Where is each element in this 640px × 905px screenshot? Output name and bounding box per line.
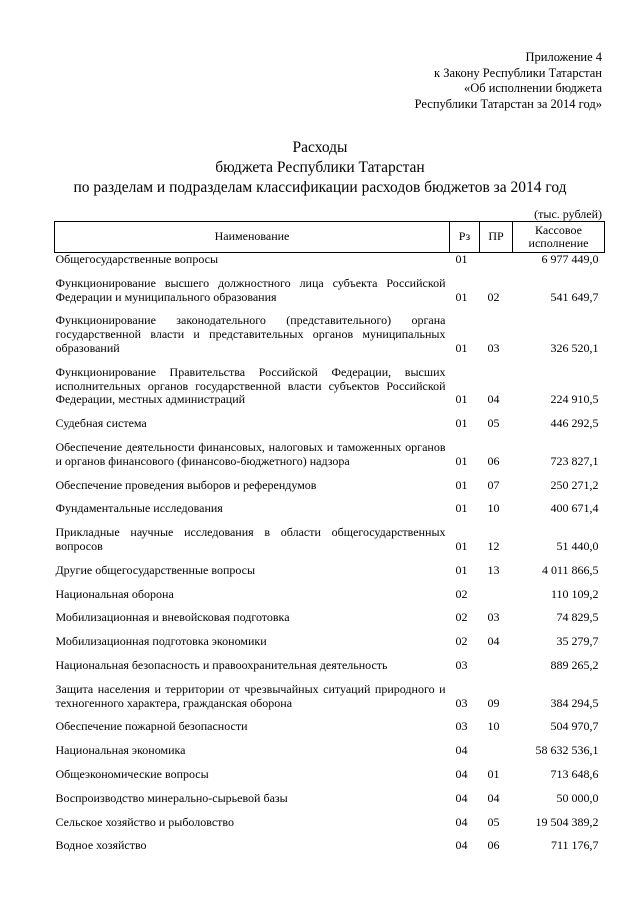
row-amount: 4 011 866,5: [541, 562, 599, 577]
annex-reference: [415, 50, 602, 112]
row-name: Функционирование высшего должностного лица субъекта Российской Федерации и муниципального образования: [55, 275, 446, 304]
table-row: [55, 496, 605, 520]
row-section: 04: [455, 766, 468, 781]
table-row: [55, 714, 605, 738]
row-section: 01: [455, 562, 468, 577]
row-amount: 889 265,2: [550, 657, 599, 672]
row-name: Мобилизационная и вневойсковая подготовка: [55, 610, 290, 625]
table-row: [55, 253, 605, 271]
table-row: [55, 677, 605, 715]
title-line1: Расходы: [292, 139, 348, 156]
row-section: 03: [455, 719, 468, 734]
row-subsection: 06: [487, 838, 500, 853]
row-amount: 723 827,1: [550, 453, 599, 468]
row-name: Фундаментальные исследования: [55, 501, 223, 516]
table-row: [55, 473, 605, 497]
row-name: Сельское хозяйство и рыболовство: [55, 814, 235, 829]
row-subsection: 02: [487, 289, 500, 304]
row-subsection: [480, 653, 513, 677]
row-section: 02: [455, 586, 468, 601]
row-amount: 224 910,5: [550, 392, 599, 407]
row-subsection: 04: [487, 392, 500, 407]
row-subsection: 09: [487, 695, 500, 710]
row-amount: 110 109,2: [550, 586, 599, 601]
row-subsection: 05: [487, 416, 500, 431]
annex-law-line: к Закону Республики Татарстан: [434, 65, 602, 80]
row-subsection: 10: [487, 719, 500, 734]
row-subsection: 01: [487, 766, 500, 781]
table-row: [55, 762, 605, 786]
table-row: [55, 308, 605, 359]
row-name: Функционирование Правительства Российской Федерации, высших исполнительных органов государственной власти субъектов Российской Федерации, местных администраций: [55, 364, 446, 407]
row-name: Национальная оборона: [55, 586, 174, 601]
row-subsection: [480, 582, 513, 606]
document-title: [0, 138, 640, 198]
row-subsection: [480, 253, 513, 271]
row-name: Функционирование законодательного (представительного) органа государственной власти и представительных органов муниципальных образований: [55, 313, 446, 355]
row-name: Защита населения и территории от чрезвычайных ситуаций природного и техногенного характера, гражданская оборона: [55, 681, 446, 710]
row-amount: 504 970,7: [550, 719, 599, 734]
row-name: Национальная экономика: [55, 743, 186, 758]
row-amount: 711 176,7: [550, 838, 599, 853]
header-name: Наименование: [55, 222, 450, 253]
row-name: Мобилизационная подготовка экономики: [55, 634, 267, 649]
table-row: [55, 605, 605, 629]
row-amount: 51 440,0: [556, 538, 599, 553]
row-amount: 6 977 449,0: [541, 252, 599, 266]
row-section: 02: [455, 634, 468, 649]
row-amount: 541 649,7: [550, 289, 599, 304]
header-cash-execution: [513, 222, 605, 253]
row-name: Обеспечение проведения выборов и референдумов: [55, 477, 317, 492]
expenditure-table: [54, 221, 605, 857]
row-section: 01: [455, 392, 468, 407]
table-row: [55, 411, 605, 435]
title-line3: по разделам и подразделам классификации расходов бюджетов за 2014 год: [73, 179, 567, 196]
table-row: [55, 629, 605, 653]
row-amount: 400 671,4: [550, 501, 599, 516]
table-row: [55, 558, 605, 582]
title-line2: бюджета Республики Татарстан: [215, 159, 425, 176]
header-section: Рз: [450, 222, 480, 253]
row-name: Прикладные научные исследования в области общегосударственных вопросов: [55, 525, 446, 553]
table-header-row: [55, 222, 605, 253]
row-section: 04: [455, 838, 468, 853]
row-subsection: 03: [487, 340, 500, 355]
row-subsection: 06: [487, 453, 500, 468]
row-amount: 713 648,6: [550, 766, 599, 781]
row-section: 03: [455, 657, 468, 672]
table-row: [55, 653, 605, 677]
row-amount: 19 504 389,2: [535, 814, 599, 829]
row-name: Судебная система: [55, 416, 147, 431]
table-row: [55, 582, 605, 606]
row-section: 04: [455, 743, 468, 758]
table-row: [55, 786, 605, 810]
annex-number: Приложение 4: [525, 50, 602, 64]
row-amount: 58 632 536,1: [535, 743, 599, 758]
row-subsection: 05: [487, 814, 500, 829]
table-row: [55, 271, 605, 309]
units-label: (тыс. рублей): [534, 207, 602, 221]
row-amount: 74 829,5: [556, 610, 599, 625]
row-subsection: 04: [487, 634, 500, 649]
row-name: Воспроизводство минерально-сырьевой базы: [55, 790, 288, 805]
row-name: Общеэкономические вопросы: [55, 766, 209, 781]
row-section: 04: [455, 790, 468, 805]
row-subsection: [480, 738, 513, 762]
row-subsection: 03: [487, 610, 500, 625]
row-section: 01: [455, 252, 468, 266]
row-name: Водное хозяйство: [55, 838, 147, 853]
header-cash-execution-line1: Кассовое: [535, 222, 582, 237]
table-row: [55, 360, 605, 411]
row-section: 01: [455, 289, 468, 304]
row-amount: 446 292,5: [550, 416, 599, 431]
row-section: 01: [455, 340, 468, 355]
row-subsection: 04: [487, 790, 500, 805]
row-section: 01: [455, 477, 468, 492]
table-row: [55, 435, 605, 473]
row-amount: 384 294,5: [550, 695, 599, 710]
annex-law-title-line2: Республики Татарстан за 2014 год»: [414, 96, 602, 111]
row-amount: 35 279,7: [556, 634, 599, 649]
row-section: 04: [455, 814, 468, 829]
table-row: [55, 520, 605, 558]
row-amount: 326 520,1: [550, 340, 599, 355]
row-section: 01: [455, 453, 468, 468]
table-row: [55, 810, 605, 834]
table-row: [55, 833, 605, 857]
row-subsection: 13: [487, 562, 500, 577]
row-amount: 250 271,2: [550, 477, 599, 492]
row-section: 02: [455, 610, 468, 625]
row-section: 01: [455, 501, 468, 516]
row-amount: 50 000,0: [556, 790, 599, 805]
header-cash-execution-line2: исполнение: [528, 236, 589, 250]
row-name: Обеспечение пожарной безопасности: [55, 719, 248, 734]
row-subsection: 12: [487, 538, 500, 553]
row-section: 03: [455, 695, 468, 710]
table-row: [55, 738, 605, 762]
row-name: Другие общегосударственные вопросы: [55, 562, 256, 577]
header-subsection: ПР: [480, 222, 513, 253]
row-subsection: 07: [487, 477, 500, 492]
row-name: Национальная безопасность и правоохранительная деятельность: [55, 657, 388, 672]
row-subsection: 10: [487, 501, 500, 516]
annex-law-title-line1: «Об исполнении бюджета: [463, 81, 602, 95]
row-section: 01: [455, 416, 468, 431]
row-section: 01: [455, 538, 468, 553]
row-name: Обеспечение деятельности финансовых, налоговых и таможенных органов и органов финансового (финансово-бюджетного) надзора: [55, 439, 446, 468]
row-name: Общегосударственные вопросы: [55, 252, 219, 266]
